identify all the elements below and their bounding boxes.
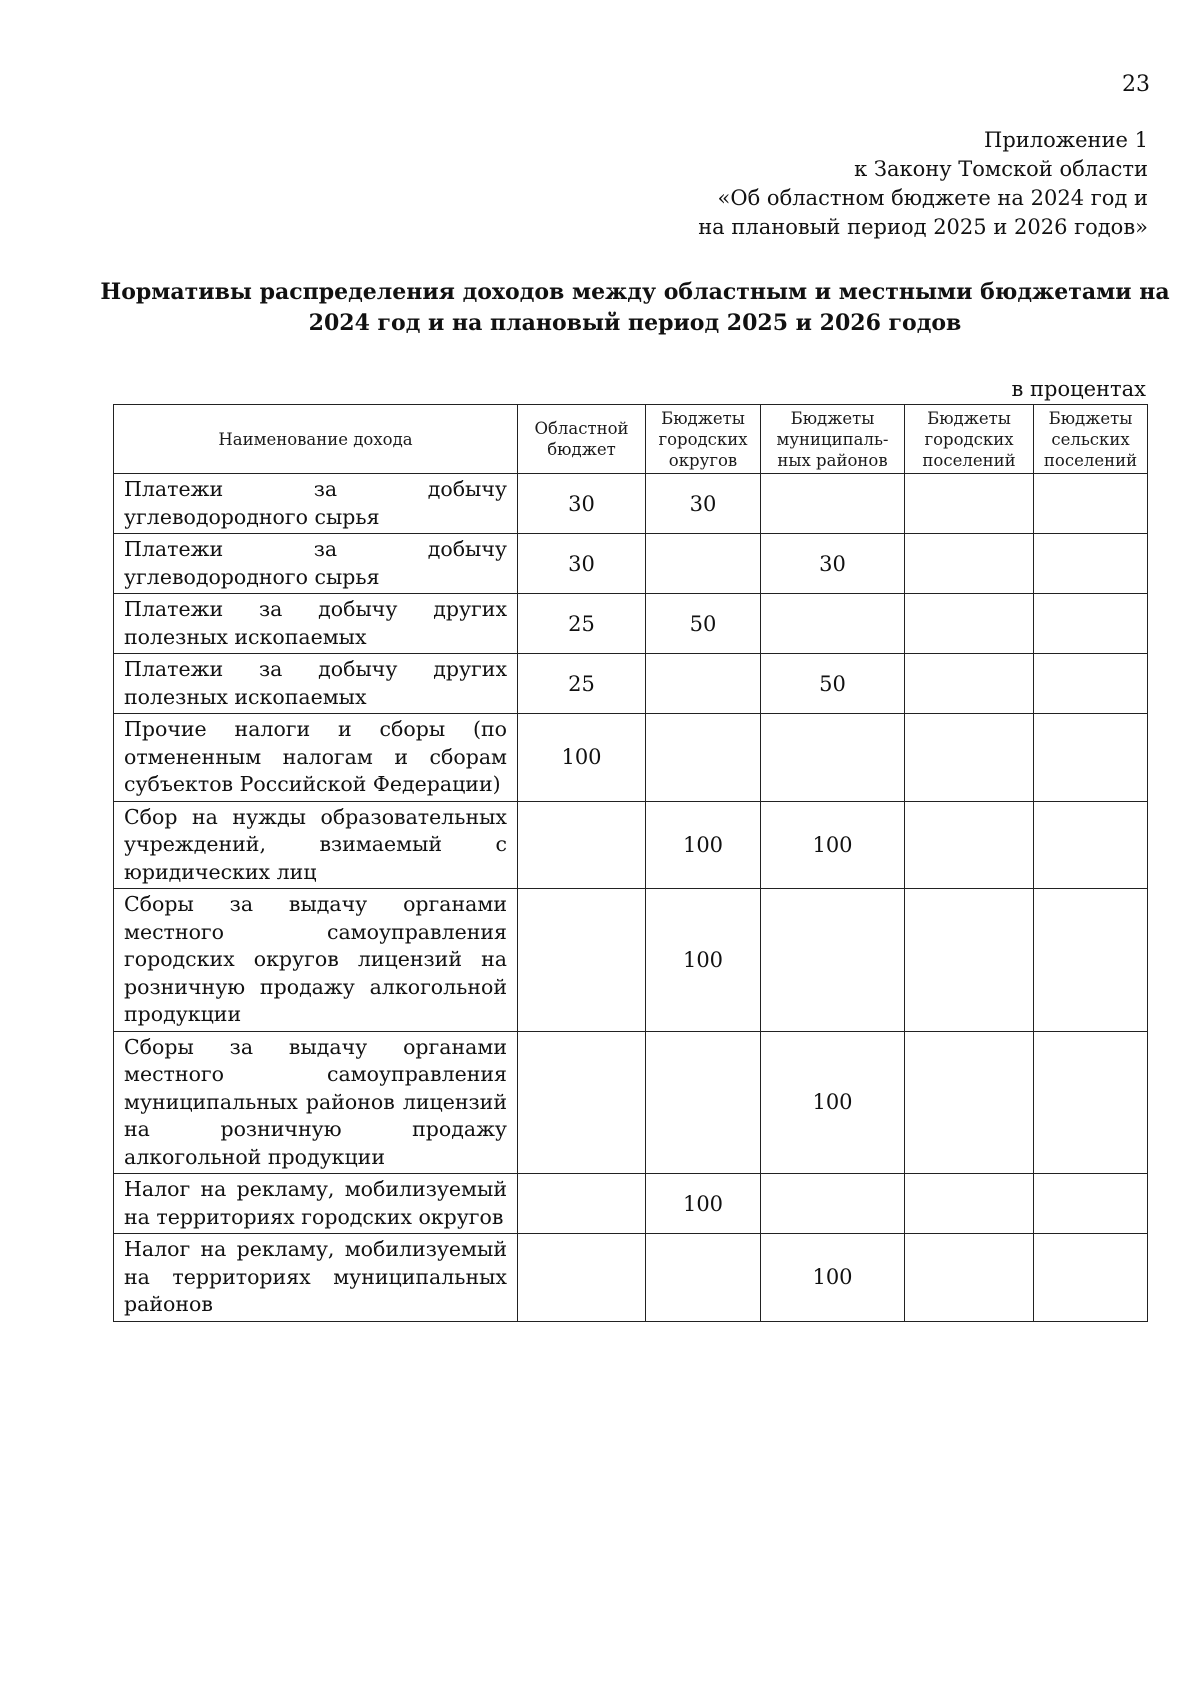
urban-settlements-cell xyxy=(905,1174,1034,1234)
appendix-line: к Закону Томской области xyxy=(854,157,1148,181)
table-row xyxy=(114,534,1148,594)
table-row xyxy=(114,801,1148,889)
city-districts-cell xyxy=(646,1031,761,1174)
rural-settlements-cell xyxy=(1034,1031,1148,1174)
urban-settlements-cell xyxy=(905,801,1034,889)
urban-settlements-cell xyxy=(905,594,1034,654)
revenue-name-cell: Сборы за выдачу органами местного самоуправления городских округов лицензий на розничную продажу алкогольной продукции xyxy=(114,889,518,1032)
municipal-districts-cell: 30 xyxy=(761,534,905,594)
regional-cell xyxy=(518,889,646,1032)
revenue-name-cell: Сборы за выдачу органами местного самоуправления муниципальных районов лицензий на розничную продажу алкогольной продукции xyxy=(114,1031,518,1174)
table-header-row xyxy=(114,405,1148,474)
municipal-districts-cell xyxy=(761,889,905,1032)
table-row xyxy=(114,1031,1148,1174)
regional-cell xyxy=(518,1174,646,1234)
header-municipal-districts: Бюджеты муниципаль-ных районов xyxy=(761,405,905,474)
revenue-name-cell: Платежи за добычу других полезных ископаемых xyxy=(114,654,518,714)
municipal-districts-cell xyxy=(761,714,905,802)
table-row xyxy=(114,474,1148,534)
city-districts-cell: 100 xyxy=(646,1174,761,1234)
city-districts-cell xyxy=(646,534,761,594)
urban-settlements-cell xyxy=(905,534,1034,594)
table-row xyxy=(114,1174,1148,1234)
revenue-name-cell: Сбор на нужды образовательных учреждений, взимаемый с юридических лиц xyxy=(114,801,518,889)
appendix-line: Приложение 1 xyxy=(984,128,1148,152)
units-label: в процентах xyxy=(1011,377,1146,401)
revenue-name-cell: Платежи за добычу углеводородного сырья xyxy=(114,534,518,594)
city-districts-cell: 100 xyxy=(646,889,761,1032)
table-row xyxy=(114,594,1148,654)
appendix-line: на плановый период 2025 и 2026 годов» xyxy=(698,215,1148,239)
appendix-line: «Об областном бюджете на 2024 год и xyxy=(717,186,1148,210)
regional-cell xyxy=(518,1234,646,1322)
city-districts-cell: 100 xyxy=(646,801,761,889)
city-districts-cell xyxy=(646,654,761,714)
city-districts-cell: 50 xyxy=(646,594,761,654)
regional-cell: 25 xyxy=(518,594,646,654)
rural-settlements-cell xyxy=(1034,801,1148,889)
rural-settlements-cell xyxy=(1034,1234,1148,1322)
rural-settlements-cell xyxy=(1034,594,1148,654)
urban-settlements-cell xyxy=(905,889,1034,1032)
rural-settlements-cell xyxy=(1034,714,1148,802)
city-districts-cell xyxy=(646,714,761,802)
rural-settlements-cell xyxy=(1034,534,1148,594)
header-urban-settlements: Бюджеты городских поселений xyxy=(905,405,1034,474)
revenue-name-cell: Платежи за добычу углеводородного сырья xyxy=(114,474,518,534)
rural-settlements-cell xyxy=(1034,889,1148,1032)
rural-settlements-cell xyxy=(1034,1174,1148,1234)
rural-settlements-cell xyxy=(1034,654,1148,714)
urban-settlements-cell xyxy=(905,474,1034,534)
regional-cell: 30 xyxy=(518,534,646,594)
regional-cell xyxy=(518,1031,646,1174)
title-line: Нормативы распределения доходов между областным и местными бюджетами на xyxy=(100,279,1170,305)
urban-settlements-cell xyxy=(905,1234,1034,1322)
urban-settlements-cell xyxy=(905,654,1034,714)
regional-cell xyxy=(518,801,646,889)
regional-cell: 100 xyxy=(518,714,646,802)
municipal-districts-cell xyxy=(761,1174,905,1234)
header-rural-settlements: Бюджеты сельских поселений xyxy=(1034,405,1148,474)
distribution-table xyxy=(113,404,1148,1322)
table-row xyxy=(114,1234,1148,1322)
city-districts-cell: 30 xyxy=(646,474,761,534)
city-districts-cell xyxy=(646,1234,761,1322)
revenue-name-cell: Налог на рекламу, мобилизуемый на территориях муниципальных районов xyxy=(114,1234,518,1322)
urban-settlements-cell xyxy=(905,1031,1034,1174)
header-city-districts: Бюджеты городских округов xyxy=(646,405,761,474)
revenue-name-cell: Прочие налоги и сборы (по отмененным налогам и сборам субъектов Российской Федерации) xyxy=(114,714,518,802)
municipal-districts-cell xyxy=(761,594,905,654)
revenue-name-cell: Налог на рекламу, мобилизуемый на территориях городских округов xyxy=(114,1174,518,1234)
municipal-districts-cell: 100 xyxy=(761,801,905,889)
municipal-districts-cell: 50 xyxy=(761,654,905,714)
appendix-reference xyxy=(698,126,1148,242)
municipal-districts-cell: 100 xyxy=(761,1031,905,1174)
document-title xyxy=(100,277,1170,339)
rural-settlements-cell xyxy=(1034,474,1148,534)
table-row xyxy=(114,654,1148,714)
page-number: 23 xyxy=(1122,72,1150,97)
header-regional-budget: Областной бюджет xyxy=(518,405,646,474)
municipal-districts-cell: 100 xyxy=(761,1234,905,1322)
revenue-name-cell: Платежи за добычу других полезных ископаемых xyxy=(114,594,518,654)
header-revenue-name: Наименование дохода xyxy=(114,405,518,474)
table-row xyxy=(114,889,1148,1032)
table-row xyxy=(114,714,1148,802)
urban-settlements-cell xyxy=(905,714,1034,802)
municipal-districts-cell xyxy=(761,474,905,534)
regional-cell: 25 xyxy=(518,654,646,714)
title-line: 2024 год и на плановый период 2025 и 2026 годов xyxy=(308,310,962,336)
regional-cell: 30 xyxy=(518,474,646,534)
